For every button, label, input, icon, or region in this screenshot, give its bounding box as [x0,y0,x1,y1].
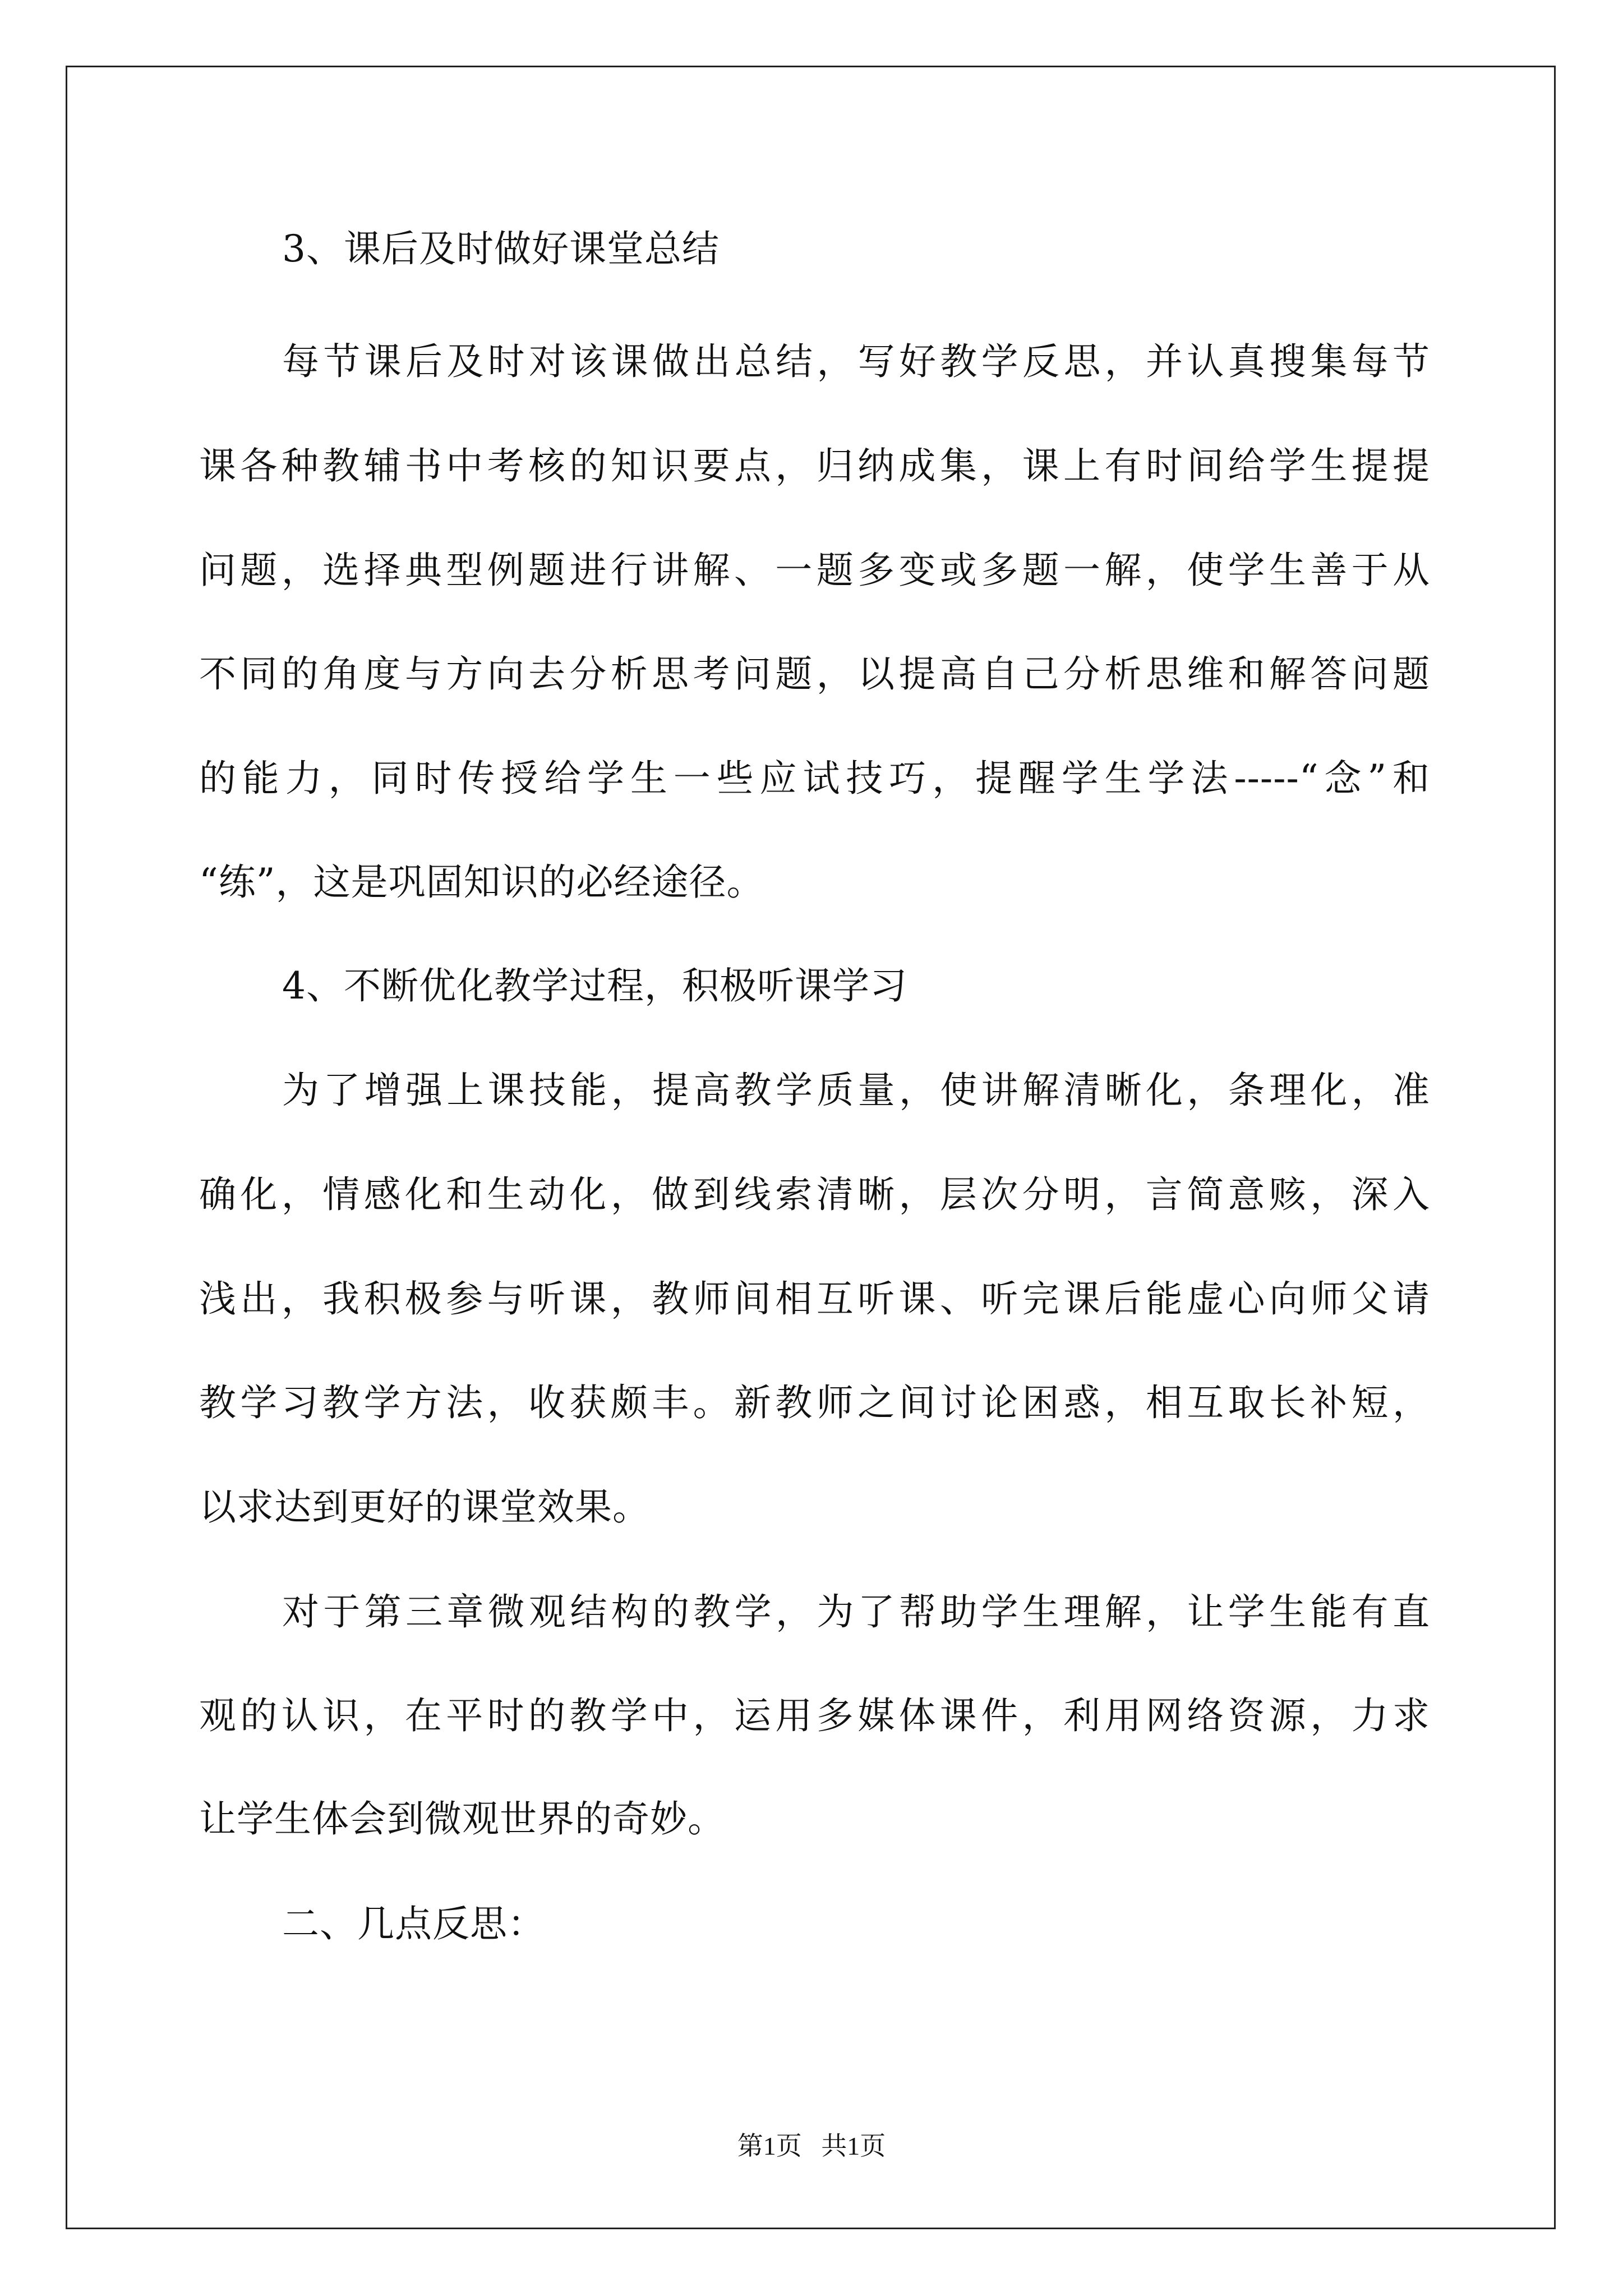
paragraph-line: 以求达到更好的课堂效果。 [199,1485,650,1529]
paragraph-line: 每节课后及时对该课做出总结，写好教学反思，并认真搜集每节 [282,340,1430,383]
section-heading-4: 4、不断优化教学过程，积极听课学习 [282,964,907,1007]
section-heading-2: 二、几点反思： [282,1902,545,1945]
paragraph-line: 确化，情感化和生动化，做到线索清晰，层次分明，言简意赅，深入 [199,1173,1430,1216]
paragraph-line: 浅出，我积极参与听课，教师间相互听课、听完课后能虚心向师父请 [199,1277,1430,1320]
section-heading-3: 3、课后及时做好课堂总结 [282,227,720,270]
paragraph-line: 观的认识，在平时的教学中，运用多媒体课件，利用网络资源，力求 [199,1694,1430,1737]
paragraph-line: 不同的角度与方向去分析思考问题，以提高自己分析思维和解答问题 [199,652,1430,696]
paragraph-line: 为了增强上课技能，提高教学质量，使讲解清晰化，条理化，准 [282,1069,1430,1112]
paragraph-line: “练”，这是巩固知识的必经途径。 [199,861,764,904]
paragraph-line: 的能力，同时传授给学生一些应试技巧，提醒学生学法-----“念”和 [199,757,1430,800]
paragraph-line: 对于第三章微观结构的教学，为了帮助学生理解，让学生能有直 [282,1590,1430,1634]
page-footer: 第1页 共1页 [737,2132,886,2160]
paragraph-line: 课各种教辅书中考核的知识要点，归纳成集，课上有时间给学生提提 [199,444,1430,487]
paragraph-line: 问题，选择典型例题进行讲解、一题多变或多题一解，使学生善于从 [199,549,1430,592]
paragraph-line: 让学生体会到微观世界的奇妙。 [199,1797,725,1841]
paragraph-line: 教学习教学方法，收获颇丰。新教师之间讨论困惑，相互取长补短， [199,1381,1430,1424]
